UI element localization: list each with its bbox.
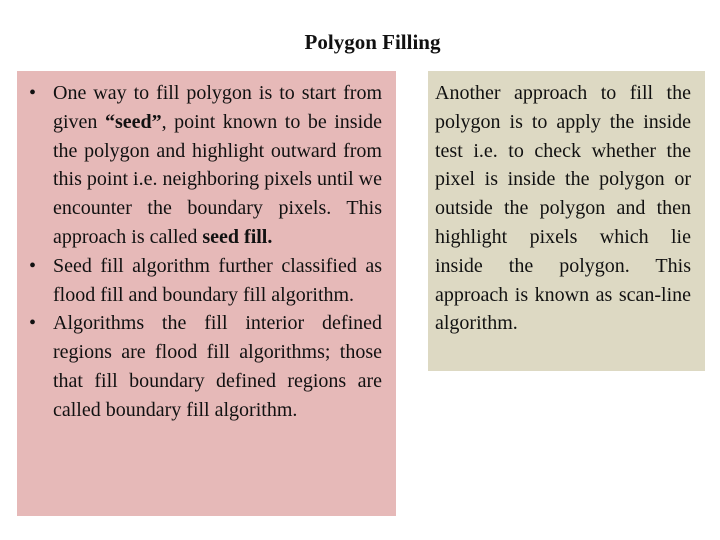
seed-fill-text-box xyxy=(17,71,396,516)
bullet-list xyxy=(27,79,382,425)
list-item xyxy=(27,309,382,424)
page-title: Polygon Filling xyxy=(304,30,441,54)
bullet-text-bold: “seed” xyxy=(104,110,162,133)
bullet-marker: • xyxy=(29,82,37,104)
list-item xyxy=(27,79,382,252)
scan-line-paragraph: Another approach to fill the polygon is to apply the inside test i.e. to check whether the pixel is inside the polygon or outside the polygon and then highlight pixels which lie inside the polygon. This approach is known as scan-line algorithm. xyxy=(435,82,691,335)
bullet-text: Algorithms the fill interior defined regions are flood fill algorithms; those that fill boundary defined regions are called boundary fill algorithm. xyxy=(53,312,382,421)
bullet-text: One way to fill polygon is to start from given xyxy=(53,82,382,133)
bullet-marker: • xyxy=(29,312,37,335)
scan-line-text-box xyxy=(428,71,705,371)
bullet-text-bold: seed fill. xyxy=(202,225,273,248)
list-item xyxy=(27,252,382,310)
bullet-marker: • xyxy=(29,254,37,277)
bullet-text: , point known to be inside the polygon and highlight outward from this point i.e. neighboring pixels until we encounter the boundary pixels. This approach is called xyxy=(53,110,383,248)
bullet-text: Seed fill algorithm further classified as flood fill and boundary fill algorithm. xyxy=(53,254,382,306)
